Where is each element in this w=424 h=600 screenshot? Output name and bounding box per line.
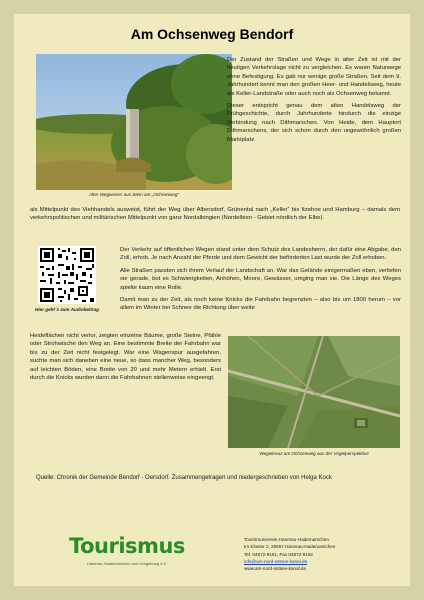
page-title: Am Ochsenweg Bendorf xyxy=(130,26,294,42)
page xyxy=(14,14,410,586)
qr-caption: Hier geht´s zum Audiobeitrag xyxy=(35,307,99,312)
aerial-crossroads-photo xyxy=(228,336,400,448)
contact-block xyxy=(244,536,335,572)
text-column-left xyxy=(30,332,221,386)
contact-address: Im Kloster 2, 25557 Hanerau-Hademarschen xyxy=(244,544,336,550)
contact-org: Tourismusverein Hanerau-Hademarschen xyxy=(244,537,330,542)
text-column-qr xyxy=(120,246,401,313)
photo2-caption: Wegekreuz am Ochsenweg aus der Vogelperspektive xyxy=(259,451,369,456)
paragraph-5a: Damit man zu der Zeit, als noch keine Knicks die Fahrbahn begrenzten – also bis um 1800 herum – vor allem im Winter bei Schnee die Richtung über weite xyxy=(120,297,401,312)
logo-subtitle: Hanerau-Hademarschen und Umgebung e.V. xyxy=(86,561,168,566)
contact-email-link[interactable]: info@am-nord-ostsee-kanal.de xyxy=(244,558,308,564)
paragraph-2b: als Mittelpunkt des Viehhandels ausweist, führt der Weg über Albersdorf, Grünental nach „Keller“ bis Itzehoe und Hamburg – damals dem verkehrspolitischen und militärischen Mittelpunkt von ganz Nordalbingien (Nordelbien - Gebiet nördlich der Elbe). xyxy=(30,207,400,222)
logo-name: Tourismus xyxy=(69,534,185,558)
contact-phone: Tel. 04872-9191, Fax 04872-9192 xyxy=(244,551,313,557)
stone-waymarker-photo xyxy=(36,54,232,190)
text-column-right xyxy=(227,56,401,144)
contact-web-link[interactable]: www.am-nord-ostsee-kanal.de xyxy=(244,566,307,572)
paragraph-5b: Heideflächen nicht verlor, zeigten einzelne Bäume, große Steine, Pfähle oder Strohwische den Weg an. Eine bestimmte Breite der Fahrbahn war bis zu der Zeit nicht festgelegt. War eine Wagenspur ausgefahren, suchte man sich daneben eine neue, so dass mancher Weg, besonders auf leichten Böden, eine Breite von 20 und mehr Metern erhielt. Erst durch die Knicks wurden dann die Fahrbahnen stellenweise eingeengt. xyxy=(30,333,221,382)
paragraph-1: Der Zustand der Straßen und Wege in alter Zeit ist mit der heutigen Verkehrslage nicht zu vergleichen. Es waren Naturwege ohne Befestigung. Es gab nur wenige große Straßen. Seit dem 9. Jahrhundert kennt man den großen Heer- und Handelsweg, heute als Keller-Landstraße oder auch noch als Ochsenweg bekannt. xyxy=(227,57,401,97)
paragraph-4: Alle Straßen passten sich ihrem Verlauf der Landschaft an. War das Gelände einigermaßen eben, verliefen sie gerade, bot es Schwierigkeiten, Anhöhen, Moore, Gewässer, umging man sie. Die Länge des Weges spielte kaum eine Rolle. xyxy=(120,267,401,291)
text-full-width xyxy=(30,206,400,227)
source-citation: Quelle: Chronik der Gemeinde Bendorf - Oersdorf. Zusammengetragen und niedergeschrieben von Helga Kock xyxy=(36,475,332,481)
tourismus-logo xyxy=(66,534,188,576)
photo1-caption: Alter Wegweiser aus Stein am „Ochsenweg“ xyxy=(88,192,180,197)
qr-code[interactable] xyxy=(38,246,96,304)
paragraph-2a: Dieser entspricht genau dem alten Handelsweg der Frühgeschichte, durch Jahrhunderte hindurch die einzige Verbindung nach Dithmarschen. Von Heide, dem Hauptort Dithmarschens, der sich schon durch den ungewöhnlich großen Marktplatz xyxy=(227,103,401,143)
paragraph-3: Der Verkehr auf öffentlichen Wegen stand unter dem Schutz des Landesherrn, der dafür eine Abgabe, den Zoll, erhob. Je nach Anzahl der Pferde und dem Gewicht der beförderten Last wurde der Zoll erhoben. xyxy=(120,247,401,262)
